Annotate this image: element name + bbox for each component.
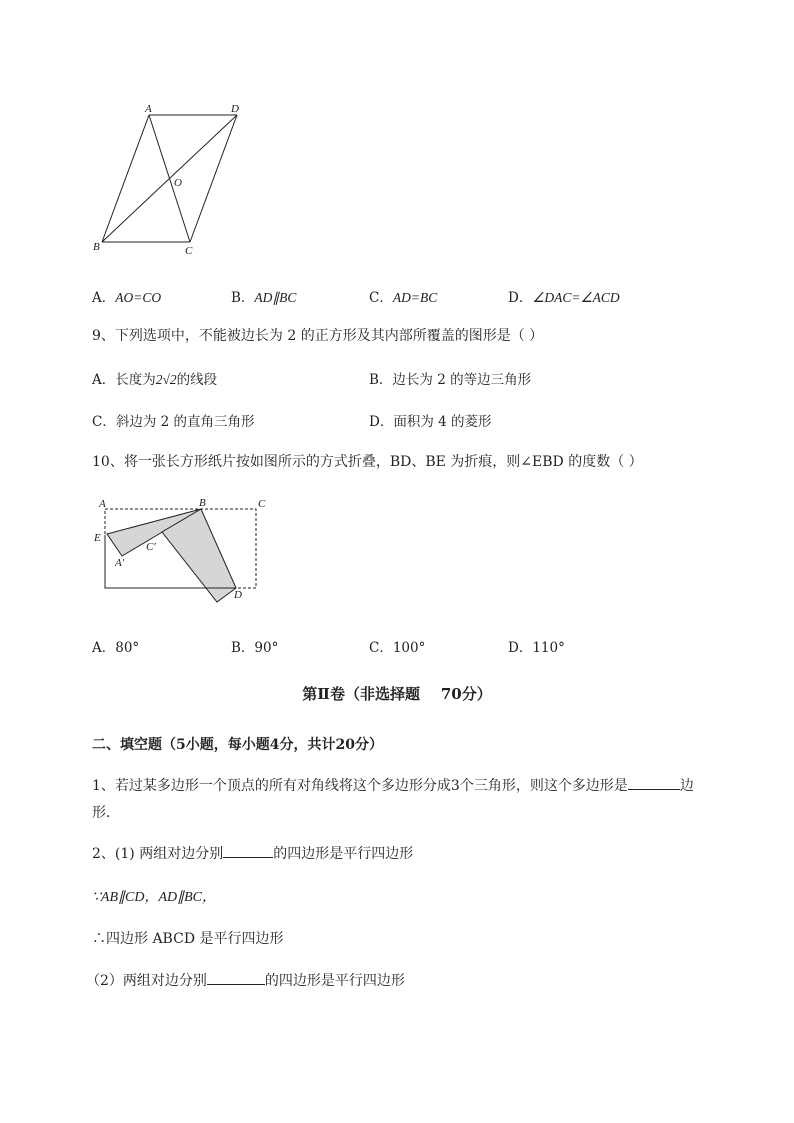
fill2-p2-text-after: 的四边形是平行四边形 (264, 973, 405, 989)
label-A: A (99, 498, 106, 510)
q10-stem: 10、将一张长方形纸片按如图所示的方式折叠，BD、BE 为折痕，则∠EBD 的度数（ ） (92, 454, 643, 470)
fill2-part1 (92, 843, 413, 863)
fill2-blank-1[interactable] (223, 843, 273, 858)
fill2-part2 (86, 970, 405, 990)
q8-option-d: D．∠DAC=∠ACD (508, 290, 620, 306)
parallelogram-figure (88, 100, 253, 262)
label-C: C (185, 245, 193, 257)
q9-option-a: A．长度为2√2的线段 (92, 372, 218, 388)
fill1-text: 1、若过某多边形一个顶点的所有对角线将这个多边形分成3个三角形，则这个多边形是 (92, 778, 628, 794)
q9-stem: 9、下列选项中，不能被边长为 2 的正方形及其内部所覆盖的图形是（ ） (92, 328, 544, 344)
fill1-line1 (92, 775, 694, 795)
q10-option-c: C．100° (369, 640, 426, 656)
label-E: E (94, 532, 101, 544)
fill2-p1-text-after: 的四边形是平行四边形 (273, 846, 414, 862)
q10-option-d: D．110° (508, 640, 565, 656)
q10-option-a: A．80° (92, 640, 140, 656)
q10-option-b: B．90° (231, 640, 279, 656)
section-title: 第Ⅱ卷（非选择题 70分） (302, 685, 492, 703)
q8-option-c: C．AD=BC (369, 290, 438, 306)
fill2-because: ∵AB∥CD，AD∥BC， (92, 890, 217, 905)
q9-option-d: D．面积为 4 的菱形 (369, 414, 492, 430)
label-B: B (93, 241, 100, 253)
q9-option-c: C．斜边为 2 的直角三角形 (92, 414, 255, 430)
folding-figure (88, 493, 278, 608)
fill1-line2: 形． (92, 805, 120, 821)
fill2-therefore: ∴四边形 ABCD 是平行四边形 (92, 931, 284, 947)
q8-option-a: A．AO=CO (92, 290, 162, 306)
q8-option-b: B．AD∥BC (231, 290, 297, 306)
fill1-blank[interactable] (628, 775, 680, 790)
label-D: D (231, 103, 239, 115)
label-C: C (258, 498, 266, 510)
label-D: D (234, 589, 242, 601)
label-B: B (199, 497, 206, 509)
fill2-p1-text: 2、(1) 两组对边分别 (92, 846, 224, 862)
label-O: O (174, 177, 182, 189)
fill2-p2-text: （2）两组对边分别 (86, 973, 207, 989)
label-C-prime: C′ (146, 541, 156, 553)
label-A: A (145, 103, 152, 115)
q9-option-b: B．边长为 2 的等边三角形 (369, 372, 532, 388)
fill2-blank-2[interactable] (207, 970, 265, 985)
fill1-text-end: 边 (679, 778, 694, 794)
part-heading: 二、填空题（5小题，每小题4分，共计20分） (92, 737, 383, 753)
label-A-prime: A′ (115, 557, 125, 569)
